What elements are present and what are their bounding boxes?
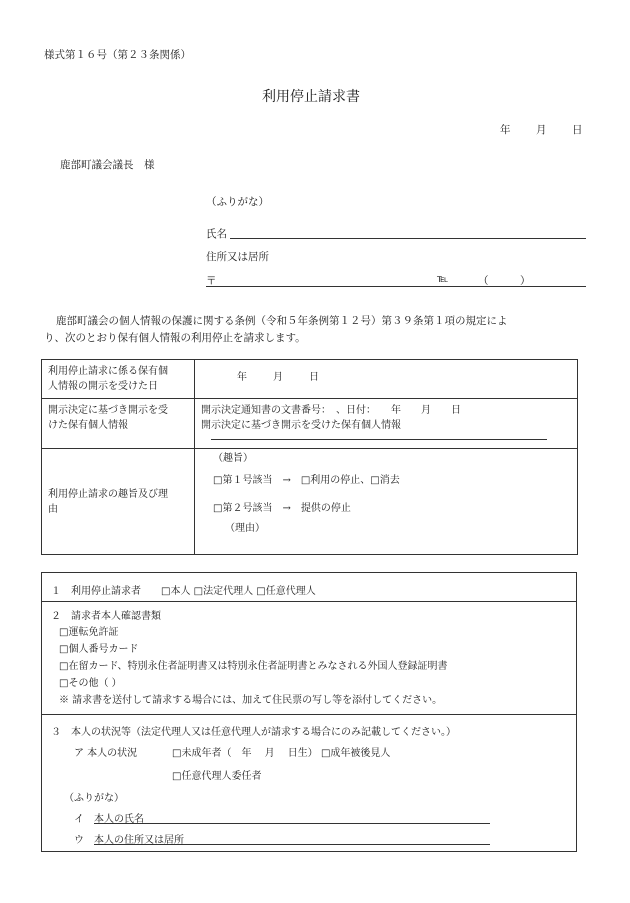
- reason-heading: （理由）: [225, 523, 265, 534]
- id-doc-residence-card[interactable]: □在留カード、特別永住者証明書又は特別永住者証明書とみなされる外国人登録証明書: [59, 661, 448, 672]
- purpose-reason-label-line1: 利用停止請求の趣旨及び理: [48, 488, 168, 500]
- section-divider-1: [42, 601, 576, 602]
- status-heading: ３ 本人の状況等（法定代理人又は任意代理人が請求する場合にのみ記載してください。）: [51, 727, 456, 738]
- disclosed-info-line[interactable]: [211, 439, 547, 440]
- principal-furigana-label: （ふりがな）: [64, 793, 124, 804]
- section-divider-2: [42, 714, 576, 715]
- status-option-minor[interactable]: □未成年者（ 年 月 日生） □成年被後見人: [172, 748, 391, 759]
- name-label: 氏名: [206, 228, 227, 240]
- purpose-reason-cell[interactable]: [195, 449, 578, 555]
- id-doc-drivers-license[interactable]: □運転免許証: [59, 627, 119, 638]
- request-table: [41, 359, 578, 555]
- principal-name-field[interactable]: [94, 823, 490, 824]
- id-docs-note: ※ 請求書を送付して請求する場合には、加えて住民票の写し等を添付してください。: [59, 695, 443, 706]
- requester-type-row[interactable]: １ 利用停止請求者 □本人 □法定代理人 □任意代理人: [51, 586, 316, 597]
- disclosed-info-label-line1: 開示決定に基づき開示を受: [48, 405, 168, 416]
- intro-line-2: り、次のとおり保有個人情報の利用停止を請求します。: [44, 332, 306, 344]
- id-doc-other[interactable]: □その他（ ）: [59, 678, 122, 689]
- purpose-option-2[interactable]: □第２号該当 → 提供の停止: [213, 503, 351, 514]
- postal-mark: 〒: [206, 275, 217, 287]
- furigana-label: （ふりがな）: [206, 196, 269, 208]
- principal-address-field[interactable]: [94, 844, 490, 845]
- intro-line-1: 鹿部町議会の個人情報の保護に関する条例（令和５年条例第１２号）第３９条第１項の規定によ: [56, 315, 508, 327]
- disclosure-date-cell[interactable]: [195, 360, 578, 399]
- disclosure-year: 年: [237, 372, 247, 383]
- tel-paren: （ ）: [478, 275, 531, 287]
- addressee: 鹿部町議会議長 様: [60, 159, 155, 171]
- purpose-reason-label-line2: 由: [48, 503, 58, 515]
- id-doc-mynumber-card[interactable]: □個人番号カード: [59, 644, 139, 655]
- principal-address-label: 本人の住所又は居所: [94, 835, 184, 846]
- disclosed-info-cell[interactable]: [195, 399, 578, 449]
- form-number: 様式第１６号（第２３条関係）: [44, 49, 191, 61]
- purpose-heading: （趣旨）: [213, 453, 253, 464]
- disclosure-month: 月: [273, 372, 283, 383]
- disclosure-day: 日: [309, 372, 319, 383]
- disclosure-date-label: [42, 360, 195, 399]
- notice-doc-number: 開示決定通知書の文書番号： 、日付： 年 月 日: [201, 405, 461, 416]
- principal-name-label: 本人の氏名: [94, 814, 144, 825]
- tel-label: ℡: [437, 273, 449, 285]
- principal-name-mark: イ: [74, 814, 84, 825]
- principal-address-mark: ウ: [74, 835, 84, 846]
- purpose-reason-label: [42, 449, 195, 555]
- date-month: 月: [536, 124, 547, 136]
- disclosure-date-label-line1: 利用停止請求に係る保有個: [48, 366, 168, 377]
- requester-details-box: [41, 572, 577, 852]
- disclosed-info-caption: 開示決定に基づき開示を受けた保有個人情報: [201, 420, 401, 431]
- address-label: 住所又は居所: [206, 251, 269, 263]
- disclosure-date-label-line2: 人情報の開示を受けた日: [48, 381, 158, 392]
- purpose-option-1[interactable]: □第１号該当 → □利用の停止、□消去: [213, 475, 400, 486]
- status-label: ア 本人の状況: [74, 748, 138, 759]
- name-field[interactable]: [230, 238, 586, 239]
- id-docs-heading: ２ 請求者本人確認書類: [51, 611, 161, 622]
- disclosed-info-label: [42, 399, 195, 449]
- status-option-proxy-principal[interactable]: □任意代理人委任者: [172, 771, 262, 782]
- date-year: 年: [500, 124, 511, 136]
- page-title: 利用停止請求書: [262, 89, 360, 105]
- date-day: 日: [572, 124, 583, 136]
- disclosed-info-label-line2: けた保有個人情報: [48, 420, 128, 431]
